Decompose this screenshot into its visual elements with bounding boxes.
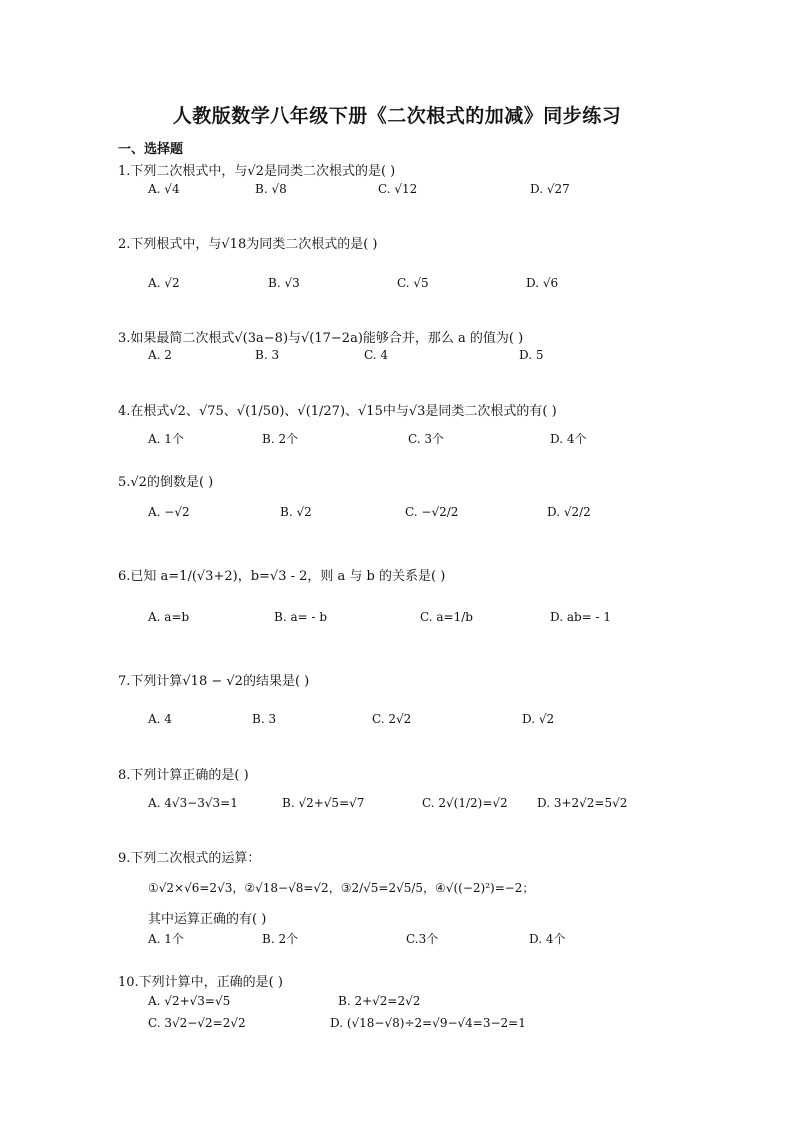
- q5-option-c[interactable]: C. −√2/2: [405, 505, 459, 519]
- q5-option-d[interactable]: D. √2/2: [547, 505, 591, 519]
- q4-option-a[interactable]: A. 1个: [148, 432, 184, 446]
- q9-option-c[interactable]: C.3个: [406, 932, 439, 946]
- q9-option-d[interactable]: D. 4个: [529, 932, 566, 946]
- q6-option-a[interactable]: A. a=b: [148, 610, 190, 624]
- q4-option-b[interactable]: B. 2个: [262, 432, 299, 446]
- q7-option-a[interactable]: A. 4: [148, 712, 172, 726]
- q5-option-a[interactable]: A. −√2: [148, 505, 190, 519]
- q2-option-a[interactable]: A. √2: [148, 276, 180, 290]
- q1-option-d[interactable]: D. √27: [530, 182, 570, 196]
- q8-option-d[interactable]: D. 3+2√2=5√2: [537, 796, 628, 810]
- question-4-stem: 4.在根式√2、√75、√(1/50)、√(1/27)、√15中与√3是同类二次根式的有( ): [118, 404, 557, 419]
- q10-option-a[interactable]: A. √2+√3=√5: [148, 994, 231, 1008]
- q8-option-b[interactable]: B. √2+√5=√7: [282, 796, 365, 810]
- question-2-stem: 2.下列根式中，与√18为同类二次根式的是( ): [118, 237, 378, 252]
- q8-option-a[interactable]: A. 4√3−3√3=1: [148, 796, 238, 810]
- q7-option-d[interactable]: D. √2: [522, 712, 555, 726]
- question-5-stem: 5.√2的倒数是( ): [118, 475, 214, 490]
- question-3-stem: 3.如果最简二次根式√(3a−8)与√(17−2a)能够合并，那么 a 的值为( ): [118, 331, 524, 346]
- worksheet-title: 人教版数学八年级下册《二次根式的加减》同步练习: [172, 105, 622, 127]
- question-10-stem: 10.下列计算中，正确的是( ): [118, 975, 283, 990]
- q2-option-d[interactable]: D. √6: [526, 276, 559, 290]
- q9-option-b[interactable]: B. 2个: [262, 932, 299, 946]
- q1-option-c[interactable]: C. √12: [378, 182, 418, 196]
- q6-option-b[interactable]: B. a= - b: [274, 610, 328, 624]
- q10-option-c[interactable]: C. 3√2−√2=2√2: [148, 1016, 246, 1030]
- q9-note: 其中运算正确的有( ): [148, 912, 267, 927]
- q4-option-d[interactable]: D. 4个: [550, 432, 587, 446]
- question-9-stem: 9.下列二次根式的运算：: [118, 851, 261, 866]
- q3-option-d[interactable]: D. 5: [519, 348, 544, 362]
- q6-option-c[interactable]: C. a=1/b: [420, 610, 473, 624]
- question-6-stem: 6.已知 a=1/(√3+2)，b=√3 - 2，则 a 与 b 的关系是( ): [118, 569, 446, 584]
- q7-option-c[interactable]: C. 2√2: [372, 712, 412, 726]
- q4-option-c[interactable]: C. 3个: [408, 432, 445, 446]
- q2-option-b[interactable]: B. √3: [268, 276, 300, 290]
- q3-option-c[interactable]: C. 4: [364, 348, 389, 362]
- section-heading: 一、选择题: [118, 142, 184, 157]
- q3-option-b[interactable]: B. 3: [255, 348, 280, 362]
- question-1-stem: 1.下列二次根式中，与√2是同类二次根式的是( ): [118, 164, 396, 179]
- q1-option-b[interactable]: B. √8: [255, 182, 287, 196]
- q8-option-c[interactable]: C. 2√(1/2)=√2: [422, 796, 508, 810]
- q10-option-b[interactable]: B. 2+√2=2√2: [338, 994, 421, 1008]
- q7-option-b[interactable]: B. 3: [252, 712, 277, 726]
- q3-option-a[interactable]: A. 2: [148, 348, 172, 362]
- question-7-stem: 7.下列计算√18 − √2的结果是( ): [118, 674, 310, 689]
- q9-option-a[interactable]: A. 1个: [148, 932, 184, 946]
- question-8-stem: 8.下列计算正确的是( ): [118, 768, 249, 783]
- q9-statements: ①√2×√6=2√3，②√18−√8=√2，③2/√5=2√5/5，④√((−2)²)=−2；: [148, 881, 535, 895]
- q10-option-d[interactable]: D. (√18−√8)÷2=√9−√4=3−2=1: [330, 1016, 526, 1030]
- q5-option-b[interactable]: B. √2: [280, 505, 312, 519]
- q2-option-c[interactable]: C. √5: [397, 276, 429, 290]
- q6-option-d[interactable]: D. ab= - 1: [550, 610, 612, 624]
- q1-option-a[interactable]: A. √4: [148, 182, 180, 196]
